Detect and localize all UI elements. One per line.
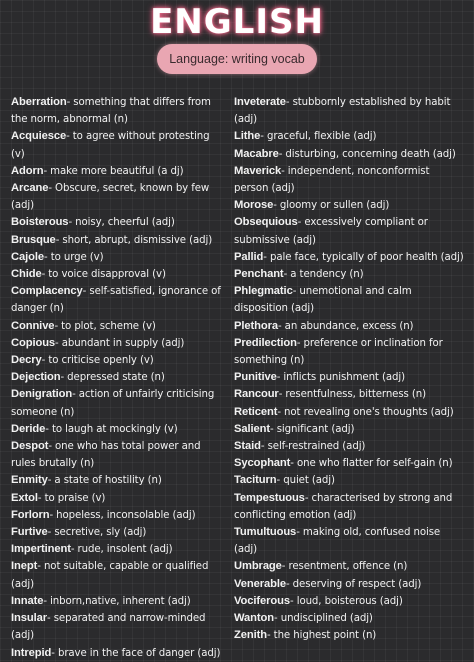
vocab-term: Predilection — [234, 336, 297, 349]
vocab-definition: - unemotional and calm disposition (adj) — [234, 286, 412, 315]
vocab-entry — [234, 249, 466, 266]
vocab-definition: - gloomy or sullen (adj) — [273, 200, 390, 212]
vocab-term: Venerable — [234, 577, 286, 590]
vocab-definition: - not suitable, capable or qualified (adj) — [11, 561, 209, 590]
vocab-term: Innate — [11, 594, 44, 607]
vocab-term: Extol — [11, 491, 38, 504]
vocab-definition: - graceful, flexible (adj) — [260, 131, 377, 143]
vocab-term: Complacency — [11, 285, 83, 298]
vocab-term: Dejection — [11, 371, 61, 384]
vocab-entry — [11, 180, 223, 214]
vocab-definition: - brave in the face of danger (adj) — [51, 647, 221, 659]
vocab-term: Chide — [11, 268, 42, 281]
vocab-definition: - pale face, typically of poor health (adj) — [263, 251, 464, 263]
vocab-entry — [11, 421, 223, 438]
vocab-entry — [11, 214, 223, 231]
vocab-entry — [11, 507, 223, 524]
vocab-definition: - to agree without protesting (v) — [11, 131, 210, 160]
vocab-entry — [11, 472, 223, 489]
vocab-definition: - independent, nonconformist person (adj) — [234, 165, 430, 195]
vocab-entry — [234, 386, 466, 403]
vocab-entry — [234, 197, 466, 214]
page-title: ENGLISH — [150, 2, 324, 42]
vocab-term: Salient — [234, 422, 270, 435]
vocab-term: Maverick — [234, 164, 282, 177]
vocab-definition: - short, abrupt, dismissive (adj) — [55, 234, 213, 246]
vocab-term: Brusque — [11, 233, 56, 246]
vocab-term: Arcane — [11, 182, 49, 195]
vocab-term: Decry — [11, 354, 42, 367]
vocab-term: Furtive — [11, 526, 48, 539]
subtitle-badge: Language: writing vocab — [157, 44, 317, 74]
vocab-definition: - secretive, sly (adj) — [47, 527, 147, 539]
vocab-definition: - to voice disapproval (v) — [41, 269, 166, 281]
vocab-term: Intrepid — [11, 646, 52, 659]
vocab-term: Copious — [11, 336, 56, 349]
vocab-term: Staid — [234, 440, 261, 453]
vocab-definition: - to plot, scheme (v) — [54, 320, 156, 332]
vocab-term: Vociferous — [234, 594, 290, 607]
vocab-entry — [11, 610, 223, 644]
vocab-entry — [234, 94, 466, 128]
vocab-entry — [234, 627, 466, 644]
vocab-term: Forlorn — [11, 508, 50, 521]
vocab-entry — [11, 94, 223, 128]
vocab-definition: - disturbing, concerning death (adj) — [278, 148, 456, 160]
vocab-term: Acquiesce — [11, 130, 67, 143]
vocab-definition: - deserving of respect (adj) — [285, 578, 422, 590]
vocab-term: Morose — [234, 199, 274, 212]
vocab-entry — [11, 386, 223, 420]
vocab-term: Wanton — [234, 612, 274, 625]
vocab-term: Boisterous — [11, 216, 69, 229]
vocab-entry — [11, 283, 223, 317]
vocab-term: Inveterate — [234, 96, 286, 108]
vocab-entry — [234, 524, 466, 558]
vocab-entry — [234, 266, 466, 283]
vocab-entry — [234, 163, 466, 197]
vocab-entry — [234, 421, 466, 438]
vocab-definition: - loud, boisterous (adj) — [290, 595, 403, 607]
vocab-term: Pallid — [234, 250, 264, 263]
vocab-entry — [11, 352, 223, 369]
vocab-entry — [234, 558, 466, 575]
vocab-term: Adorn — [11, 164, 44, 177]
vocab-column-right — [234, 94, 466, 645]
vocab-term: Obsequious — [234, 216, 298, 229]
vocab-definition: - noisy, cheerful (adj) — [68, 217, 175, 229]
vocab-entry — [234, 455, 466, 472]
vocab-entry — [234, 576, 466, 593]
vocab-definition: - depressed state (n) — [60, 372, 165, 384]
vocab-term: Tempestuous — [234, 491, 305, 504]
vocab-term: Zenith — [234, 629, 267, 642]
vocab-entry — [11, 266, 223, 283]
vocab-entry — [234, 472, 466, 489]
vocab-term: Insular — [11, 612, 47, 625]
vocab-entry — [234, 214, 466, 248]
vocab-definition: - making old, confused noise (adj) — [234, 527, 441, 556]
vocab-definition: - hopeless, inconsolable (adj) — [49, 509, 196, 521]
vocab-definition: - inborn,native, inherent (adj) — [43, 595, 191, 607]
vocab-entry — [234, 335, 466, 369]
vocab-definition: - a state of hostility (n) — [47, 475, 162, 487]
vocab-definition: - abundant in supply (adj) — [55, 337, 185, 349]
vocab-definition: - to praise (v) — [37, 492, 106, 504]
vocab-entry — [11, 335, 223, 352]
vocab-definition: - action of unfairly criticising someone (n) — [11, 389, 215, 418]
vocab-term: Macabre — [234, 147, 279, 160]
vocab-definition: - not revealing one's thoughts (adj) — [277, 406, 454, 418]
vocab-entry — [11, 558, 223, 592]
vocab-definition: - resentment, offence (n) — [281, 561, 408, 573]
vocab-entry — [11, 369, 223, 386]
vocab-entry — [11, 490, 223, 507]
vocab-definition: - an abundance, excess (n) — [277, 320, 414, 332]
vocab-entry — [234, 283, 466, 317]
vocab-term: Deride — [11, 422, 46, 435]
vocab-entry — [11, 163, 223, 180]
vocab-term: Inept — [11, 560, 38, 573]
vocab-entry — [11, 249, 223, 266]
vocab-definition: - separated and narrow-minded (adj) — [11, 613, 206, 642]
vocab-definition: - something that differs from the norm, abnormal (n) — [11, 97, 211, 126]
vocab-definition: - preference or inclination for something (n) — [234, 337, 443, 367]
vocab-definition: - to laugh at mockingly (v) — [45, 423, 178, 435]
vocab-entry — [11, 593, 223, 610]
vocab-term: Penchant — [234, 268, 284, 281]
vocab-definition: - the highest point (n) — [266, 630, 377, 642]
vocab-entry — [234, 593, 466, 610]
vocab-definition: - Obscure, secret, known by few (adj) — [11, 183, 210, 212]
vocab-definition: - one who has total power and rules brutally (n) — [11, 441, 201, 470]
vocab-term: Phlegmatic — [234, 285, 293, 298]
vocab-term: Tumultuous — [234, 526, 297, 539]
vocab-term: Rancour — [234, 388, 279, 401]
vocab-entry — [234, 369, 466, 386]
vocab-term: Taciturn — [234, 474, 277, 487]
vocab-definition: - rude, insolent (adj) — [70, 544, 173, 556]
vocab-entry — [11, 524, 223, 541]
vocab-entry — [234, 610, 466, 627]
vocab-entry — [234, 490, 466, 524]
vocab-definition: - self-satisfied, ignorance of danger (n) — [11, 286, 221, 315]
vocab-definition: - to criticise openly (v) — [41, 355, 154, 367]
vocab-term: Denigration — [11, 388, 73, 401]
vocab-term: Sycophant — [234, 457, 291, 470]
vocab-term: Umbrage — [234, 560, 282, 573]
vocab-term: Punitive — [234, 371, 277, 384]
vocab-entry — [234, 128, 466, 145]
vocab-term: Enmity — [11, 474, 48, 487]
vocab-entry — [11, 541, 223, 558]
vocab-entry — [11, 232, 223, 249]
vocab-definition: - undisciplined (adj) — [274, 613, 373, 625]
vocab-definition: - to urge (v) — [43, 251, 104, 263]
vocab-definition: - one who flatter for self-gain (n) — [290, 458, 453, 470]
vocab-term: Aberration — [11, 96, 67, 108]
vocab-term: Cajole — [11, 250, 44, 263]
vocab-term: Connive — [11, 319, 55, 332]
vocab-entry — [234, 318, 466, 335]
vocab-term: Lithe — [234, 130, 261, 143]
vocab-entry — [11, 128, 223, 162]
vocab-entry — [11, 645, 223, 662]
vocab-term: Plethora — [234, 319, 278, 332]
vocab-definition: - characterised by strong and conflicting emotion (adj) — [234, 492, 453, 521]
vocab-entry — [234, 146, 466, 163]
vocab-column-left — [11, 94, 223, 662]
vocab-definition: - stubbornly established by habit (adj) — [234, 97, 451, 126]
vocab-definition: - inflicts punishment (adj) — [276, 372, 405, 384]
vocab-definition: - make more beautiful (a dj) — [43, 165, 184, 177]
vocab-entry — [234, 438, 466, 455]
vocab-term: Impertinent — [11, 543, 71, 556]
vocab-entry — [234, 404, 466, 421]
vocab-definition: - a tendency (n) — [283, 269, 364, 281]
vocab-term: Despot — [11, 440, 49, 453]
vocab-term: Reticent — [234, 405, 278, 418]
vocab-definition: - significant (adj) — [269, 423, 355, 435]
vocab-entry — [11, 318, 223, 335]
vocab-definition: - resentfulness, bitterness (n) — [278, 389, 426, 401]
vocab-definition: - quiet (adj) — [276, 475, 335, 487]
vocab-definition: - excessively compliant or submissive (adj) — [234, 217, 428, 246]
vocab-definition: - self-restrained (adj) — [260, 441, 366, 453]
vocab-entry — [11, 438, 223, 472]
